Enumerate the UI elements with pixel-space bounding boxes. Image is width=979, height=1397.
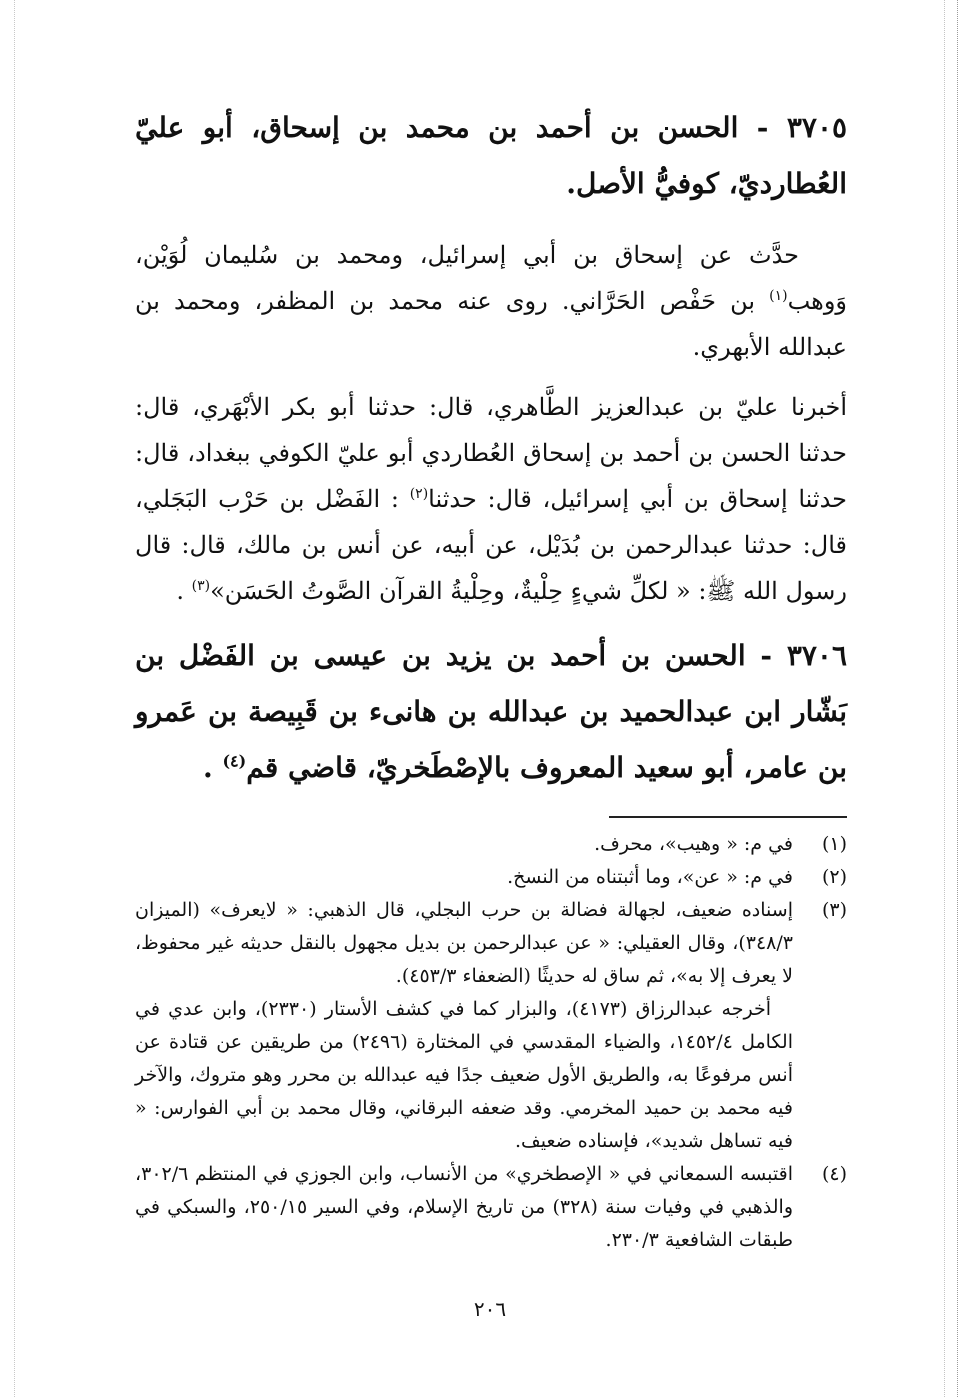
footnote-text: إسناده ضعيف، لجهالة فضالة بن حرب البجلي، قال الذهبي: « لايعرف» (الميزان ٣٤٨/٣)، وقال العقيلي: « عن عبدالرحمن بن بديل مجهول بالنقل حديثه غير محفوظ، لا يعرف إلا به»، ثم ساق له حديثًا (الضعفاء ٤٥٣/٣). [135, 899, 793, 987]
footnote-ref[interactable]: (٢) [409, 486, 429, 502]
page-number: ٢٠٦ [473, 1297, 507, 1321]
paragraph-text: : الفَضْل بن حَرْب البَجَلي، قال: حدثنا عبدالرحمن بن بُدَيْل، عن أبيه، عن أنس بن مالك، قال: قال رسول الله ﷺ: « لكلِّ شيءٍ حِلْيةٌ، وحِلْيةُ القرآن الصَّوتُ الحَسَن» [135, 485, 847, 605]
footnote-text: اقتبسه السمعاني في « الإصطخري» من الأنساب، وابن الجوزي في المنتظم ٣٠٢/٦، والذهبي في وفيات سنة (٣٢٨) من تاريخ الإسلام، وفي السير ٢٥٠/١٥، والسبكي في طبقات الشافعية ٢٣٠/٣. [135, 1163, 793, 1251]
footnote-ref[interactable]: (١) [769, 288, 788, 304]
entry-3706 [135, 628, 847, 796]
scan-edge-right-inner [944, 0, 946, 1397]
scan-edge-left [14, 0, 16, 1397]
book-page [135, 100, 847, 1257]
paragraph-text: أخبرنا عليّ بن عبدالعزيز الطَّاهري، قال: حدثنا أبو بكر الأبْهَري، قال: حدثنا الحسن بن أحمد بن إسحاق العُطاردي أبو عليّ الكوفي ببغداد، قال: حدثنا إسحاق بن أبي إسرائيل، قال: حدثنا [135, 393, 848, 513]
entry-heading-end: . [566, 167, 576, 200]
footnote-2 [135, 861, 847, 894]
footnote-ref[interactable]: (٤) [222, 751, 247, 771]
footnote-body [135, 894, 793, 1158]
paragraph-text: حدَّث عن إسحاق بن أبي إسرائيل، ومحمد بن سُليمان لُوَيْن، وَوهب [135, 241, 847, 315]
entry-heading: ٣٧٠٦ - الحسن بن أحمد بن يزيد بن عيسى بن الفَضْل بن بَشّار ابن عبدالحميد بن عبدالله بن هانىء بن قَبِيصة بن عَمرو بن عامر، أبو سعيد المعروف بالإصْطَخريّ، قاضي قم$^{(٤)}$ . [135, 639, 847, 784]
hadith-paragraph [135, 384, 847, 614]
footnote-body [135, 861, 793, 894]
entry-heading-text: الحسن بن أحمد بن محمد بن إسحاق، أبو عليّ العُطارديّ، كوفيُّ الأصل [135, 111, 847, 200]
footnote-ref[interactable]: (٣) [191, 578, 211, 594]
footnote-mark: (٢) [821, 866, 847, 888]
footnote-body [135, 1158, 793, 1257]
footnote-mark: (٤) [821, 1163, 847, 1185]
entry-heading-end: . [202, 751, 223, 784]
footnotes [135, 828, 847, 1257]
footnote-separator [609, 816, 847, 818]
narration-paragraph [135, 232, 847, 370]
footnote-text: في م: « عن»، وما أثبتناه من النسخ. [507, 866, 793, 888]
footnote-3 [135, 894, 847, 1158]
footnote-text: أخرجه عبدالرزاق (٤١٧٣)، والبزار كما في كشف الأستار (٢٣٣٠)، وابن عدي في الكامل ١٤٥٢/٤، والضياء المقدسي في المختارة (٢٤٩٦) من طريقين عن قتادة عن أنس مرفوعًا به، والطريق الأول ضعيف جدًا فيه عبدالله بن محرر وهو متروك، والآخر فيه محمد بن حميد المخرمي. وقد ضعفه البرقاني، وقال محمد بن أبي الفوارس: « فيه تساهل شديد»، فإسناده ضعيف. [135, 998, 793, 1152]
footnote-1 [135, 828, 847, 861]
entry-number: ٣٧٠٦ [786, 639, 847, 672]
paragraph-text: . [176, 577, 192, 605]
entry-heading-text: الحسن بن أحمد بن يزيد بن عيسى بن الفَضْل بن بَشّار ابن عبدالحميد بن عبدالله بن هانىء بن قَبِيصة بن عَمرو بن عامر، أبو سعيد المعروف بالإصْطَخريّ، قاضي قم [135, 639, 847, 784]
footnote-4 [135, 1158, 847, 1257]
scan-edge-right [957, 0, 959, 1397]
footnote-body [135, 828, 793, 861]
entry-heading: ٣٧٠٥ - الحسن بن أحمد بن محمد بن إسحاق، أبو عليّ العُطارديّ، كوفيُّ الأصل. [135, 111, 848, 200]
entry-number: ٣٧٠٥ [786, 111, 848, 144]
footnote-mark: (٣) [821, 899, 847, 921]
entry-3705 [135, 100, 847, 614]
paragraph-text: بن حَفْص الحَرَّاني. روى عنه محمد بن المظفر، ومحمد بن عبدالله الأبهري. [135, 287, 847, 361]
footnote-mark: (١) [821, 833, 847, 855]
footnote-text: في م: « وهيب»، محرف. [594, 833, 793, 855]
